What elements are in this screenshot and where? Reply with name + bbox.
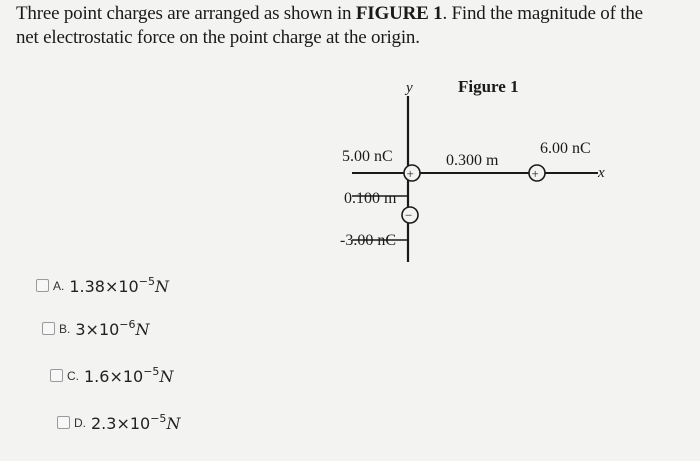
question-text-after: . Find the magnitude of the net electrostatic force on the point charge at the origin. — [16, 3, 643, 48]
figure-reference: FIGURE 1 — [355, 3, 443, 24]
origin-charge-label: 5.00 nC — [342, 148, 393, 165]
question-text — [16, 2, 656, 50]
option-d-checkbox[interactable] — [57, 416, 70, 429]
option-a-letter: A. — [53, 278, 65, 293]
option-c-letter: C. — [67, 368, 79, 383]
option-c-value: $1.6\times 10^{-5}N$ — [84, 365, 174, 386]
option-c[interactable] — [50, 365, 173, 386]
y-distance-label: 0.100 m — [344, 190, 397, 207]
x-charge-label: 6.00 nC — [540, 140, 591, 157]
charge-diagram — [330, 72, 630, 262]
figure-1-diagram — [330, 72, 630, 262]
y-axis-label: y — [406, 80, 413, 96]
question-text-before: Three point charges are arranged as shown in — [16, 3, 356, 24]
y-charge-label: -3.00 nC — [340, 232, 396, 249]
option-a-checkbox[interactable] — [36, 279, 49, 292]
option-d-value: $2.3\times 10^{-5}N$ — [91, 412, 181, 433]
x-distance-label: 0.300 m — [446, 152, 499, 169]
option-b-value: $3\times 10^{-6}N$ — [75, 318, 150, 339]
option-a[interactable] — [36, 275, 169, 296]
y-charge-sign: − — [405, 207, 413, 223]
option-a-value: $1.38\times 10^{-5}N$ — [69, 275, 169, 296]
origin-charge-sign: + — [406, 166, 414, 181]
option-b-letter: B. — [59, 321, 71, 336]
x-charge-sign: + — [531, 166, 539, 181]
figure-title: Figure 1 — [458, 77, 519, 96]
option-b[interactable] — [42, 318, 150, 339]
option-d-letter: D. — [74, 415, 86, 430]
option-d[interactable] — [57, 412, 180, 433]
x-axis-label: x — [598, 165, 605, 181]
option-b-checkbox[interactable] — [42, 322, 55, 335]
option-c-checkbox[interactable] — [50, 369, 63, 382]
